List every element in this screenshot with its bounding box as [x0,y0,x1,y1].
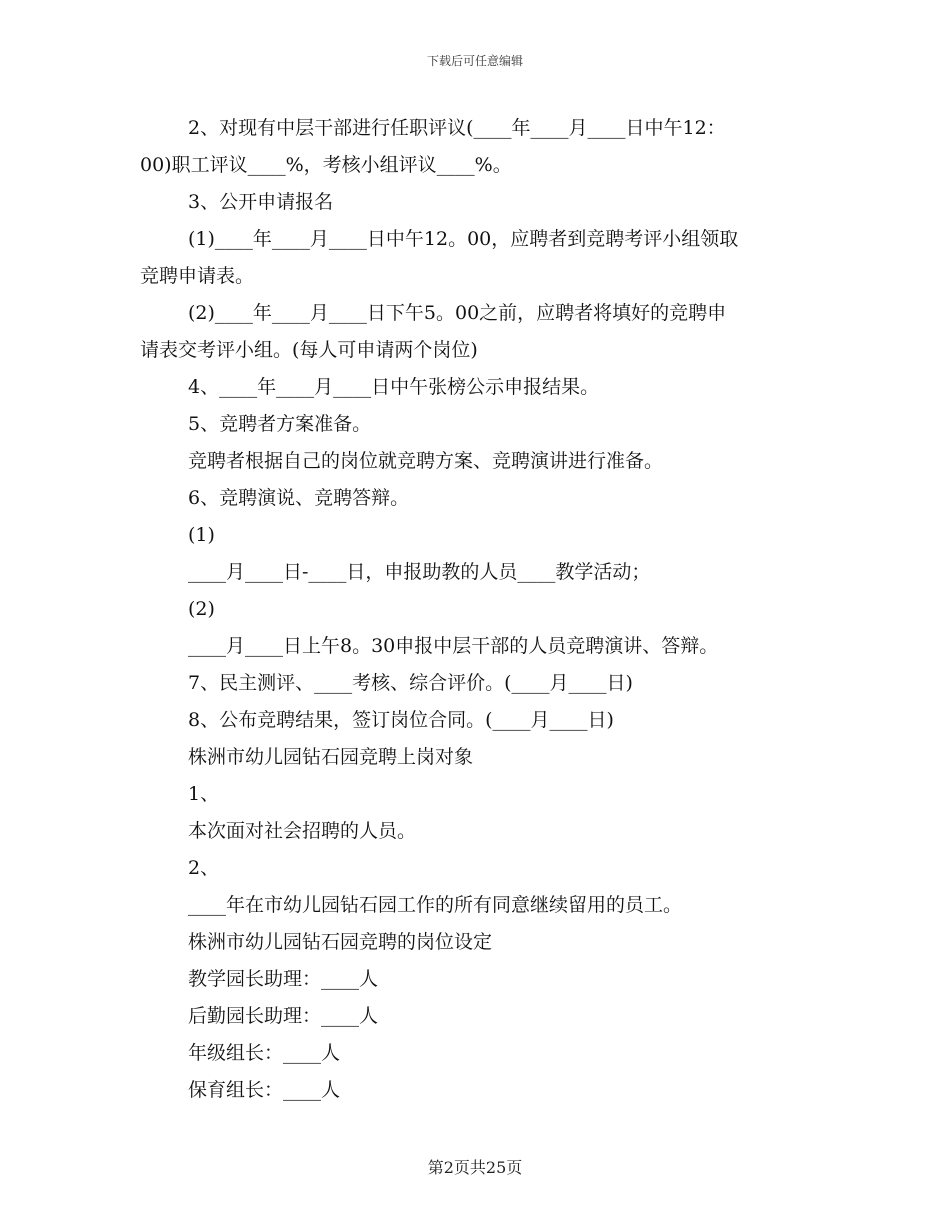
paragraph-line: 1、 [188,783,220,805]
paragraph-line: 后勤园长助理：____人 [188,1005,379,1027]
page-footer: 第2页共25页 [427,1158,523,1177]
paragraph-line: 年级组长：____人 [188,1042,341,1064]
paragraph-line: 6、竞聘演说、竞聘答辩。 [188,487,410,509]
paragraph-line: 教学园长助理：____人 [188,968,379,990]
section-heading: 株洲市幼儿园钻石园竞聘上岗对象 [188,746,474,768]
paragraph-line: 4、____年____月____日中午张榜公示申报结果。 [188,376,600,398]
paragraph-line: 竞聘申请表。 [140,265,255,287]
paragraph-line: 8、公布竞聘结果，签订岗位合同。(____月____日) [188,709,614,731]
paragraph-line: (1)____年____月____日中午12。00，应聘者到竞聘考评小组领取 [188,228,739,250]
paragraph-line: 保育组长：____人 [188,1079,341,1101]
paragraph-line: 2、对现有中层干部进行任职评议(____年____月____日中午12： [188,117,726,139]
page-header: 下载后可任意编辑 [426,54,523,68]
paragraph-line: 3、公开申请报名 [188,191,334,213]
paragraph-line: 2、 [188,857,220,879]
paragraph-line: 请表交考评小组。(每人可申请两个岗位) [140,339,478,361]
paragraph-line: (2) [188,598,215,620]
paragraph-line: ____月____日-____日，申报助教的人员____教学活动； [188,561,651,583]
paragraph-line: (1) [188,524,215,546]
paragraph-line: 5、竞聘者方案准备。 [188,413,372,435]
document-body [140,110,810,1109]
paragraph-line: 本次面对社会招聘的人员。 [188,820,417,842]
paragraph-line: ____年在市幼儿园钻石园工作的所有同意继续留用的员工。 [188,894,683,916]
paragraph-line: 竞聘者根据自己的岗位就竞聘方案、竞聘演讲进行准备。 [188,450,664,472]
paragraph-line: 7、民主测评、____考核、综合评价。(____月____日) [188,672,633,694]
paragraph-line: (2)____年____月____日下午5。00之前，应聘者将填好的竞聘申 [188,302,727,324]
paragraph-line: ____月____日上午8。30申报中层干部的人员竞聘演讲、答辩。 [188,635,719,657]
section-heading: 株洲市幼儿园钻石园竞聘的岗位设定 [188,931,493,953]
paragraph-line: 00)职工评议____%，考核小组评议____%。 [140,154,512,176]
